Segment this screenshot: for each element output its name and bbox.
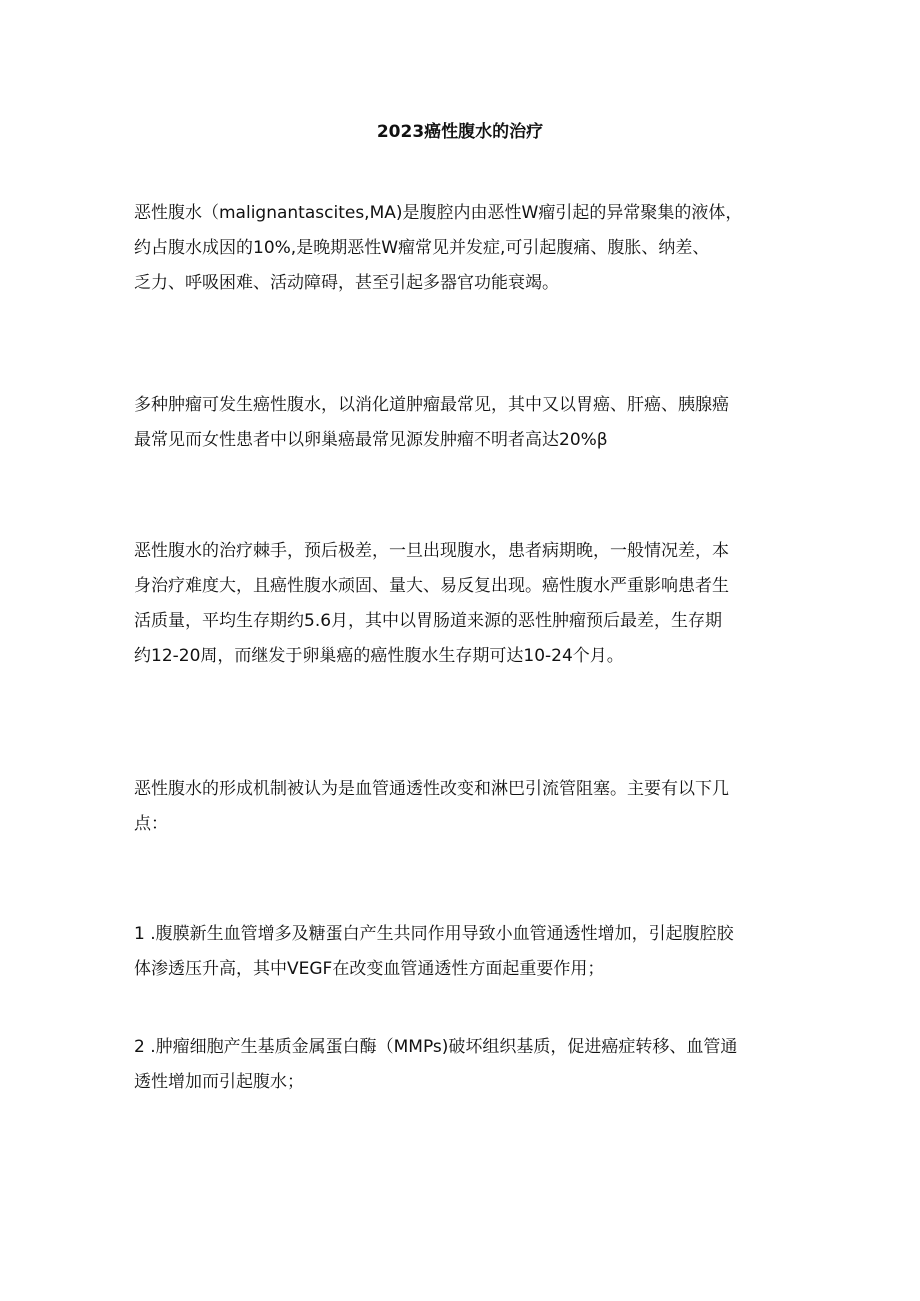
paragraph-line: 约占腹水成因的10%,是晚期恶性W瘤常见并发症,可引起腹痛、腹胀、纳差、 [134, 238, 710, 258]
paragraph-line: 最常见而女性患者中以卵巢癌最常见源发肿瘤不明者高达20%β [134, 430, 608, 450]
paragraph-line: 透性增加而引起腹水； [134, 1072, 304, 1092]
paragraph-line: 恶性腹水的形成机制被认为是血管通透性改变和淋巴引流管阻塞。主要有以下几 [134, 779, 729, 799]
paragraph-line: 1 .腹膜新生血管增多及糖蛋白产生共同作用导致小血管通透性增加，引起腹腔胶 [134, 924, 734, 944]
list-item-1 [134, 917, 804, 987]
paragraph-line: 点： [134, 814, 168, 834]
paragraph-definition [134, 196, 804, 301]
paragraph-line: 恶性腹水（malignantascites,MA)是腹腔内由恶性W瘤引起的异常聚集的液体， [134, 203, 743, 223]
paragraph-line: 恶性腹水的治疗棘手，预后极差，一旦出现腹水，患者病期晚，一般情况差，本 [134, 541, 729, 561]
paragraph-line: 多种肿瘤可发生癌性腹水，以消化道肿瘤最常见，其中又以胃癌、肝癌、胰腺癌 [134, 395, 729, 415]
paragraph-line: 2 .肿瘤细胞产生基质金属蛋白酶（MMPs)破坏组织基质，促进癌症转移、血管通 [134, 1037, 738, 1057]
paragraph-line: 体渗透压升高，其中VEGF在改变血管通透性方面起重要作用； [134, 959, 605, 979]
document-title: 2023癌性腹水的治疗 [376, 122, 544, 142]
paragraph-line: 活质量，平均生存期约5.6月，其中以胃肠道来源的恶性肿瘤预后最差，生存期 [134, 611, 723, 631]
paragraph-prognosis [134, 534, 804, 674]
paragraph-line: 乏力、呼吸困难、活动障碍，甚至引起多器官功能衰竭。 [134, 273, 559, 293]
paragraph-mechanism [134, 772, 804, 842]
paragraph-line: 身治疗难度大，且癌性腹水顽固、量大、易反复出现。癌性腹水严重影响患者生 [134, 576, 729, 596]
paragraph-line: 约12-20周，而继发于卵巢癌的癌性腹水生存期可达10-24个月。 [134, 646, 624, 666]
list-item-2 [134, 1030, 804, 1100]
paragraph-tumor-types [134, 388, 804, 458]
